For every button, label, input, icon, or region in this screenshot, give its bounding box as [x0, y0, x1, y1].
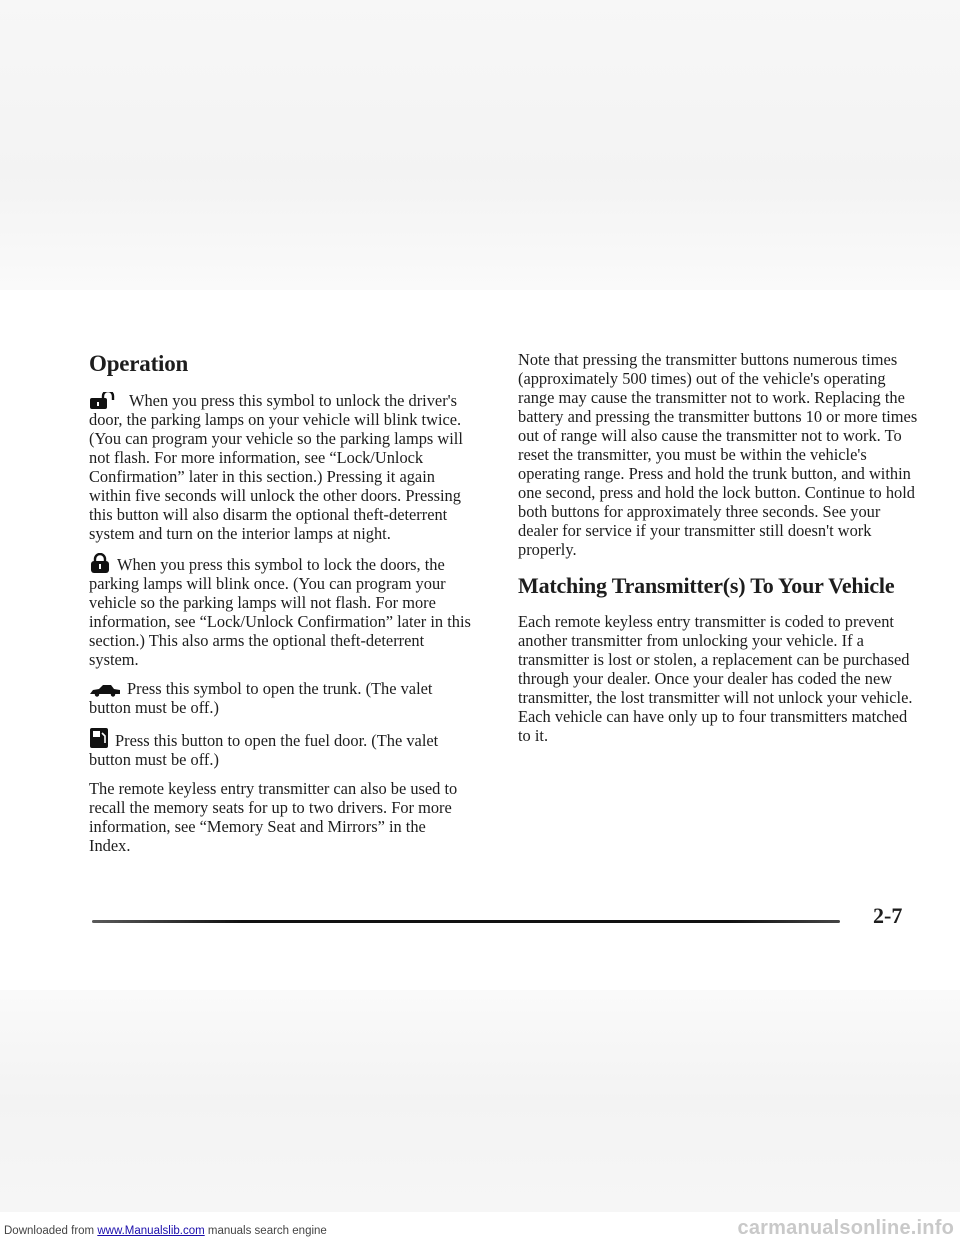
matching-paragraph: Each remote keyless entry transmitter is coded to prevent another transmitter from unlocking your vehicle. If a transmitter is lost or stolen, a replacement can be purchased through your dealer. Once your dealer has coded the new transmitter, the lost transmitter will not unlock your vehicle. Each vehicle can have only up to four transmitters matched to it.	[518, 612, 913, 745]
download-credit-suffix: manuals search engine	[204, 1225, 327, 1237]
manualslib-link[interactable]: www.Manualslib.com	[97, 1225, 205, 1237]
trunk-paragraph	[89, 679, 471, 717]
lock-icon	[89, 553, 111, 573]
right-column	[518, 350, 920, 755]
trunk-paragraph-text: Press this symbol to open the trunk. (The valet button must be off.)	[89, 679, 433, 717]
lock-paragraph-text: When you press this symbol to lock the doors, the parking lamps will blink once. (You can program your vehicle so the parking lamps will not flash. For more information, see “Lock/Unlock Confirmation” later in this section.) This also arms the optional theft-deterrent system.	[89, 555, 471, 669]
page-number: 2-7	[873, 903, 903, 928]
unlock-paragraph	[89, 391, 471, 543]
matching-transmitters-heading: Matching Transmitter(s) To Your Vehicle	[518, 573, 895, 598]
watermark: carmanualsonline.info	[737, 1217, 954, 1239]
memory-seat-paragraph: The remote keyless entry transmitter can also be used to recall the memory seats for up to two drivers. For more information, see “Memory Seat and Mirrors” in the Index.	[89, 779, 458, 855]
download-credit	[4, 1225, 327, 1237]
fuel-door-paragraph	[89, 727, 471, 769]
scan-margin-bottom	[0, 990, 960, 1212]
scan-margin-top	[0, 0, 960, 290]
reset-paragraph: Note that pressing the transmitter buttons numerous times (approximately 500 times) out of the vehicle's operating range may cause the transmitter not to work. Replacing the battery and pressing the transmitter buttons 10 or more times out of range will also cause the transmitter not to work. To reset the transmitter, you must be within the vehicle's operating range. Press and hold the trunk button, and within one second, press and hold the lock button. Continue to hold both buttons for approximately three seconds. See your dealer for service if your transmitter still doesn't work properly.	[518, 350, 918, 559]
fuel-door-paragraph-text: Press this button to open the fuel door. (The valet button must be off.)	[89, 731, 439, 769]
left-column	[89, 350, 471, 865]
download-credit-prefix: Downloaded from	[4, 1225, 98, 1237]
unlock-paragraph-text: When you press this symbol to unlock the driver's door, the parking lamps on your vehicle will blink twice. (You can program your vehicle so the parking lamps will not flash. For more information, see “Lock/Unlock Confirmation” later in this section.) Pressing it again within five seconds will unlock the other doors. Pressing this button will also disarm the optional theft-deterrent system and turn on the interior lamps at night.	[89, 391, 463, 543]
lock-paragraph	[89, 553, 471, 669]
trunk-icon	[89, 683, 121, 697]
unlock-icon	[89, 392, 123, 409]
fuel-door-icon	[89, 727, 109, 749]
footer-rule	[92, 920, 840, 923]
download-footer	[0, 1212, 960, 1242]
operation-heading: Operation	[89, 351, 189, 376]
